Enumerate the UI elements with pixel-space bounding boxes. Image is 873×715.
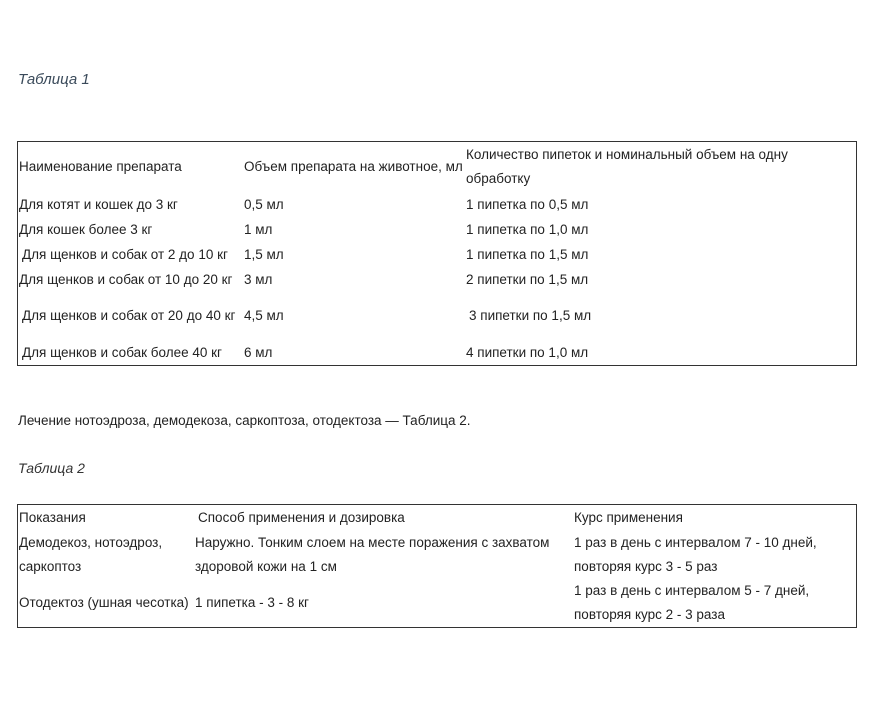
table-header-row	[18, 505, 857, 532]
row-drug-name: Для кошек более 3 кг	[19, 221, 153, 237]
table-row	[18, 531, 857, 579]
row-method: Наружно. Тонким слоем на месте поражения с захватом здоровой кожи на 1 см	[195, 535, 550, 574]
header-course: Курс применения	[574, 510, 683, 525]
table-row	[18, 242, 857, 267]
row-pipettes: 1 пипетка по 1,0 мл	[466, 221, 589, 237]
treatment-paragraph: Лечение нотоэдроза, демодекоза, саркоптоза, отодектоза — Таблица 2.	[18, 413, 471, 428]
row-pipettes: 4 пипетки по 1,0 мл	[466, 344, 589, 360]
header-method-dosage: Способ применения и дозировка	[198, 510, 405, 525]
row-pipettes: 1 пипетка по 1,5 мл	[466, 246, 589, 262]
table-row	[18, 217, 857, 242]
table2-caption: Таблица 2	[18, 460, 85, 476]
row-volume: 3 мл	[244, 271, 273, 287]
row-drug-name: Для щенков и собак от 2 до 10 кг	[22, 246, 228, 262]
row-method: 1 пипетка - 3 - 8 кг	[195, 595, 309, 610]
header-volume: Объем препарата на животное, мл	[244, 159, 463, 174]
row-indication: Демодекоз, нотоэдроз, саркоптоз	[19, 535, 163, 574]
table1-caption: Таблица 1	[18, 71, 90, 88]
row-pipettes: 1 пипетка по 0,5 мл	[466, 196, 589, 212]
row-volume: 1,5 мл	[244, 246, 284, 262]
table-row	[18, 340, 857, 366]
table-row	[18, 579, 857, 628]
row-drug-name: Для котят и кошек до 3 кг	[19, 196, 178, 212]
table-row	[18, 192, 857, 217]
row-course: 1 раз в день с интервалом 5 - 7 дней, повторяя курс 2 - 3 раза	[574, 583, 810, 622]
header-indications: Показания	[19, 510, 86, 525]
row-volume: 4,5 мл	[244, 308, 284, 323]
dosage-table	[17, 141, 857, 366]
header-drug-name: Наименование препарата	[19, 159, 182, 174]
row-course: 1 раз в день с интервалом 7 - 10 дней, повторяя курс 3 - 5 раз	[574, 535, 817, 574]
row-volume: 1 мл	[244, 221, 273, 237]
treatment-table	[17, 504, 857, 628]
row-pipettes: 3 пипетки по 1,5 мл	[469, 308, 592, 323]
row-drug-name: Для щенков и собак от 10 до 20 кг	[19, 271, 233, 287]
row-drug-name: Для щенков и собак от 20 до 40 кг	[22, 308, 236, 323]
row-drug-name: Для щенков и собак более 40 кг	[22, 344, 222, 360]
row-volume: 6 мл	[244, 344, 273, 360]
header-pipettes: Количество пипеток и номинальный объем на одну обработку	[466, 147, 788, 186]
row-volume: 0,5 мл	[244, 196, 284, 212]
row-pipettes: 2 пипетки по 1,5 мл	[466, 271, 589, 287]
table-row	[18, 267, 857, 292]
table-row	[18, 292, 857, 340]
table-header-row	[18, 142, 857, 193]
row-indication: Отодектоз (ушная чесотка)	[19, 595, 189, 610]
